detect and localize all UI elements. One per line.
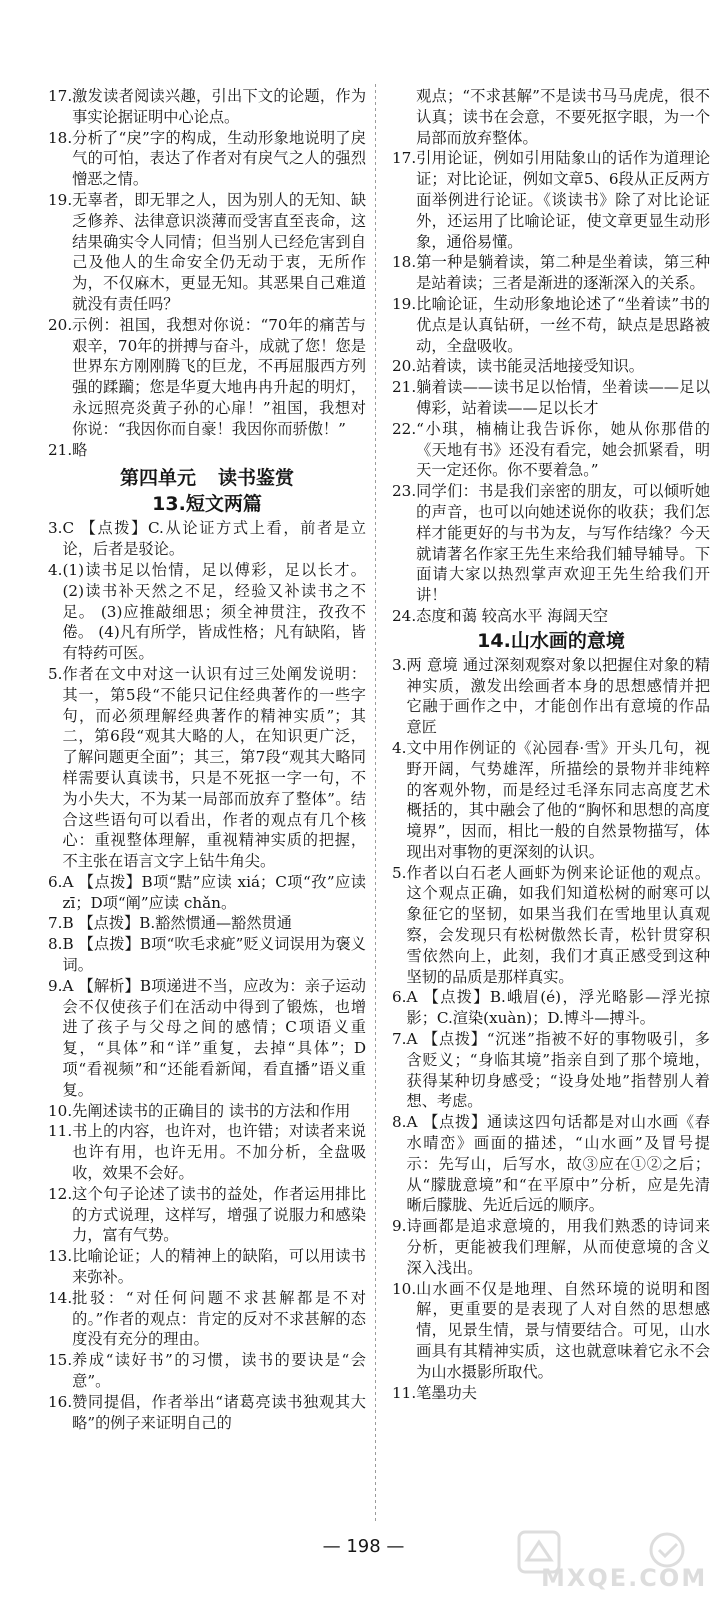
answer-number: 17.	[48, 87, 73, 105]
answer-item	[392, 294, 710, 356]
answer-number: 11.	[48, 1122, 73, 1141]
answer-number: 18.	[48, 128, 73, 147]
answer-text: A 【点拨】B项“黠”应读 xiá；C项“孜”应读 zī；D项“阐”应读 chǎn。	[62, 872, 366, 912]
answer-item	[392, 377, 710, 419]
answer-text: A 【点拨】通读这四句话都是对山水画《春水晴峦》画面的描述，“山水画”及冒号提示：先写山，后写水，故③应在①②之后；从“朦胧意境”和“在平原中”分析，应是先清晰后朦胧、先近后远的顺序。	[406, 1113, 710, 1215]
answer-item	[48, 1350, 366, 1392]
answer-item	[48, 1101, 366, 1122]
answer-text: 引用论证，例如引用陆象山的话作为道理论证；对比论证，例如文章5、6段从正反两方面举例进行论证。《谈读书》除了对比论证外，还运用了比喻论证，使文章更显生动形象，通俗易懂。	[416, 149, 710, 251]
lesson-title: 13.短文两篇	[152, 493, 262, 516]
answer-number: 6.	[48, 872, 63, 891]
answer-item	[392, 252, 710, 294]
lesson-title: 14.山水画的意境	[477, 629, 625, 652]
answer-text: 无辜者，即无罪之人，因为别人的无知、缺乏修养、法律意识淡薄而受害直至丧命，这结果确实令人同情；但当别人已经危害到自己及他人的生命安全仍无动于衷，无所作为，不仅麻木，更显无知。其恶果自己难道就没有责任吗？	[72, 190, 366, 313]
answer-item	[48, 934, 366, 976]
answer-text: C 【点拨】C.从论证方式上看，前者是立论，后者是驳论。	[62, 519, 366, 559]
answer-item	[392, 655, 710, 738]
answer-number: 20.	[392, 357, 417, 376]
answer-item	[392, 1383, 710, 1404]
right-answer-column	[392, 86, 710, 1403]
answer-number: 14.	[48, 1288, 73, 1307]
answer-number: 7.	[392, 1030, 407, 1049]
answer-number: 10.	[48, 1101, 73, 1120]
answer-number: 5.	[48, 664, 63, 683]
answer-number: 9.	[48, 976, 63, 995]
answer-item	[392, 1029, 710, 1112]
answer-text: “小琪，楠楠让我告诉你，她从你那借的《天地有书》还没有看完，她会抓紧看，明天一定还你。你不要着急。”	[416, 419, 710, 480]
answer-text: A 【点拨】“沉迷”指被不好的事物吸引，多含贬义；“身临其境”指亲自到了那个境地，获得某种切身感受；“设身处地”指替别人着想、考虑。	[406, 1030, 710, 1111]
answer-number: 3.	[48, 519, 63, 538]
answer-item	[48, 664, 366, 872]
answer-item	[392, 738, 710, 863]
answer-item	[392, 419, 710, 481]
answer-item	[48, 913, 366, 934]
answer-text: 分析了“戾”字的构成，生动形象地说明了戾气的可怕，表达了作者对有戾气之人的强烈憎恶之情。	[72, 128, 366, 189]
answer-number: 8.	[392, 1113, 407, 1132]
unit-theme: 读书鉴赏	[218, 467, 295, 490]
answer-number: 9.	[392, 1217, 407, 1236]
watermark-text: MXQE.COM	[541, 1564, 708, 1592]
answer-number: 4.	[392, 738, 407, 757]
answer-number: 5.	[392, 863, 407, 882]
answer-text: 作者在文中对这一认识有过三处阐发说明：其一，第5段“不能只记住经典著作的一些字句，而必须理解经典著作的精神实质”；其二，第6段“观其大略的人，在知识更广泛，了解问题更全面”；其三，第7段“观其大略同样需要认真读书，只是不死抠一字一句，不为小失大，不为某一局部而放弃了整体”。结合这些语句可以看出，作者的观点有几个核心：重视整体理解，重视精神实质的把握，不主张在语言文字上钻牛角尖。	[62, 664, 366, 871]
answer-item	[48, 872, 366, 914]
answer-text: 躺着读——读书足以怡情，坐着读——足以傅彩，站着读——足以长才	[416, 378, 710, 417]
answer-item	[48, 1121, 366, 1183]
answer-item	[48, 440, 366, 461]
answer-item	[392, 606, 710, 627]
answer-item	[48, 1246, 366, 1288]
answer-number: 23.	[392, 482, 417, 501]
answer-item	[48, 1184, 366, 1246]
answer-item	[48, 1288, 366, 1350]
answer-text: 诗画都是追求意境的，用我们熟悉的诗词来分析，更能被我们理解，从而使意境的含义深入浅出。	[406, 1217, 710, 1277]
answer-text: 第一种是躺着读，第二种是坐着读，第三种是站着读；三者是渐进的逐渐深入的关系。	[416, 253, 710, 293]
answer-item	[48, 128, 366, 190]
answer-number: 13.	[48, 1247, 73, 1266]
answer-number: 18.	[392, 253, 417, 272]
answer-continuation	[392, 86, 710, 148]
answer-text: 同学们：书是我们亲密的朋友，可以倾听她的声音，也可以向她述说你的收获；我们怎样才能更好的与书为友，与写作结缘？今天就请著名作家王先生来给我们辅导辅导。下面请大家以热烈掌声欢迎王先生给我们开讲！	[416, 482, 710, 605]
answer-number: 20.	[48, 315, 73, 334]
answer-text: 示例：祖国，我想对你说：“70年的痛苦与艰辛，70年的拼搏与奋斗，成就了您！您是世界东方刚刚腾飞的巨龙，不再屈服西方列强的蹂躏；您是华夏大地冉冉升起的明灯，永远照亮炎黄子孙的心扉！”祖国，我想对你说：“我因你而自豪！我因你而骄傲！”	[72, 315, 366, 438]
answer-item	[48, 315, 366, 440]
answer-text: B 【点拨】B.豁然惯通—豁然贯通	[62, 914, 292, 933]
answer-text: 养成“读好书”的习惯，读书的要诀是“会意”。	[72, 1351, 366, 1391]
answer-text: 作者以白石老人画虾为例来论证他的观点。这个观点正确，如我们知道松树的耐寒可以象征它的坚韧，如果当我们在雪地里认真观察，会发现只有松树傲然长青，松针贯穿积雪依然向上，此刻，我们才真正感受到这种坚韧的品质是那样真实。	[406, 863, 710, 986]
page-number: — 198 —	[322, 1536, 405, 1557]
answer-text: 比喻论证，生动形象地论述了“坐着读”书的优点是认真钻研，一丝不苟，缺点是思路被动，全盘吸收。	[416, 294, 710, 355]
answer-text: 态度和蔼 较高水平 海阔天空	[416, 606, 609, 625]
answer-item	[48, 518, 366, 560]
answer-number: 16.	[48, 1392, 73, 1411]
answer-number: 7.	[48, 914, 63, 933]
answer-item	[48, 976, 366, 1101]
answer-item	[392, 1279, 710, 1383]
answer-text: 山水画不仅是地理、自然环境的说明和图解，更重要的是表现了人对自然的思想感情，见景生情，景与情要结合。可见，山水画具有其精神实质，这也就意味着它永不会为山水摄影所取代。	[416, 1279, 710, 1381]
unit-heading	[48, 466, 366, 490]
answer-item	[392, 356, 710, 377]
answer-text: 激发读者阅读兴趣，引出下文的论题，作为事实论据证明中心论点。	[72, 87, 366, 126]
answer-number: 6.	[392, 988, 407, 1007]
answer-text: 观点；“不求甚解”不是读书马马虎虎，很不认真；读书在会意，不要死抠字眼，为一个局部而放弃整体。	[416, 87, 710, 147]
answer-text: 先阐述读书的正确目的 读书的方法和作用	[72, 1101, 351, 1120]
answer-number: 12.	[48, 1184, 73, 1203]
answer-text: 这个句子论述了读书的益处，作者运用排比的方式说理，这样写，增强了说服力和感染力，富有气势。	[72, 1184, 366, 1245]
answer-text: (1)读书足以怡情，足以傅彩，足以长才。 (2)读书补天然之不足，经验又补读书之不足。 (3)应推敲细思；须全神贯注，孜孜不倦。 (4)凡有所学，皆成性格；凡有缺陷，皆有特药可医。	[62, 560, 366, 663]
answer-text: 两 意境 通过深刻观察对象以把握住对象的精神实质，激发出绘画者本身的思想感情并把它融于画作之中，才能创作出有意境的作品 意匠	[406, 655, 710, 737]
answer-text: 文中用作例证的《沁园春·雪》开头几句，视野开阔，气势雄浑，所描绘的景物并非纯粹的客观外物，而是经过毛泽东同志高度艺术概括的，其中融会了他的“胸怀和思想的高度境界”，因而，相比一般的自然景物描写，体现出对事物的更深刻的认识。	[406, 738, 710, 861]
left-answer-column	[48, 86, 366, 1433]
answer-number: 15.	[48, 1351, 73, 1370]
answer-text: A 【解析】B项递进不当，应改为：亲子运动会不仅使孩子们在活动中得到了锻炼，也增进了孩子与父母之间的感情；C项语义重复，“具体”和“详”重复，去掉“具体”；D项“看视频”和“还能看新闻，看直播”语义重复。	[62, 976, 366, 1099]
answer-item	[392, 481, 710, 606]
answer-item	[48, 86, 366, 128]
answer-text: 站着读，读书能灵活地接受知识。	[416, 357, 644, 376]
answer-item	[392, 863, 710, 988]
unit-number: 第四单元	[119, 467, 196, 490]
answer-text: B 【点拨】B项“吹毛求疵”贬义词误用为褒义词。	[62, 935, 366, 975]
answer-item	[392, 1216, 710, 1278]
answer-text: 批驳：“对任何问题不求甚解都是不对的。”作者的观点：肯定的反对不求甚解的态度没有充分的理由。	[72, 1288, 366, 1349]
answer-number: 10.	[392, 1279, 417, 1298]
answer-text: 赞同提倡，作者举出“诸葛亮读书独观其大略”的例子来证明自己的	[72, 1392, 366, 1432]
answer-text: A 【点拨】B.峨眉(é)，浮光略影—浮光掠影；C.渲染(xuàn)；D.博斗—搏斗。	[406, 988, 710, 1028]
answer-text: 略	[72, 440, 88, 459]
column-divider	[375, 84, 376, 1524]
answer-number: 19.	[48, 190, 73, 209]
answer-item	[48, 560, 366, 664]
answer-number: 22.	[392, 419, 417, 438]
answer-number: 21.	[48, 440, 73, 459]
answer-text: 比喻论证；人的精神上的缺陷，可以用读书来弥补。	[72, 1247, 366, 1287]
answer-number: 8.	[48, 935, 63, 954]
answer-item	[48, 190, 366, 315]
answer-item	[392, 148, 710, 252]
answer-number: 24.	[392, 606, 417, 625]
answer-text: 书上的内容，也许对，也许错；对读者来说也许有用，也许无用。不加分析，全盘吸收，效果不会好。	[72, 1122, 366, 1183]
answer-number: 17.	[392, 149, 417, 168]
answer-item	[392, 1112, 710, 1216]
answer-number: 3.	[392, 655, 407, 674]
answer-text: 笔墨功夫	[416, 1383, 477, 1402]
answer-number: 21.	[392, 378, 417, 397]
answer-item	[48, 1392, 366, 1434]
answer-number: 4.	[48, 560, 63, 579]
watermark-logo	[517, 1530, 717, 1594]
answer-number: 11.	[392, 1383, 417, 1402]
answer-number: 19.	[392, 294, 417, 313]
answer-item	[392, 987, 710, 1029]
